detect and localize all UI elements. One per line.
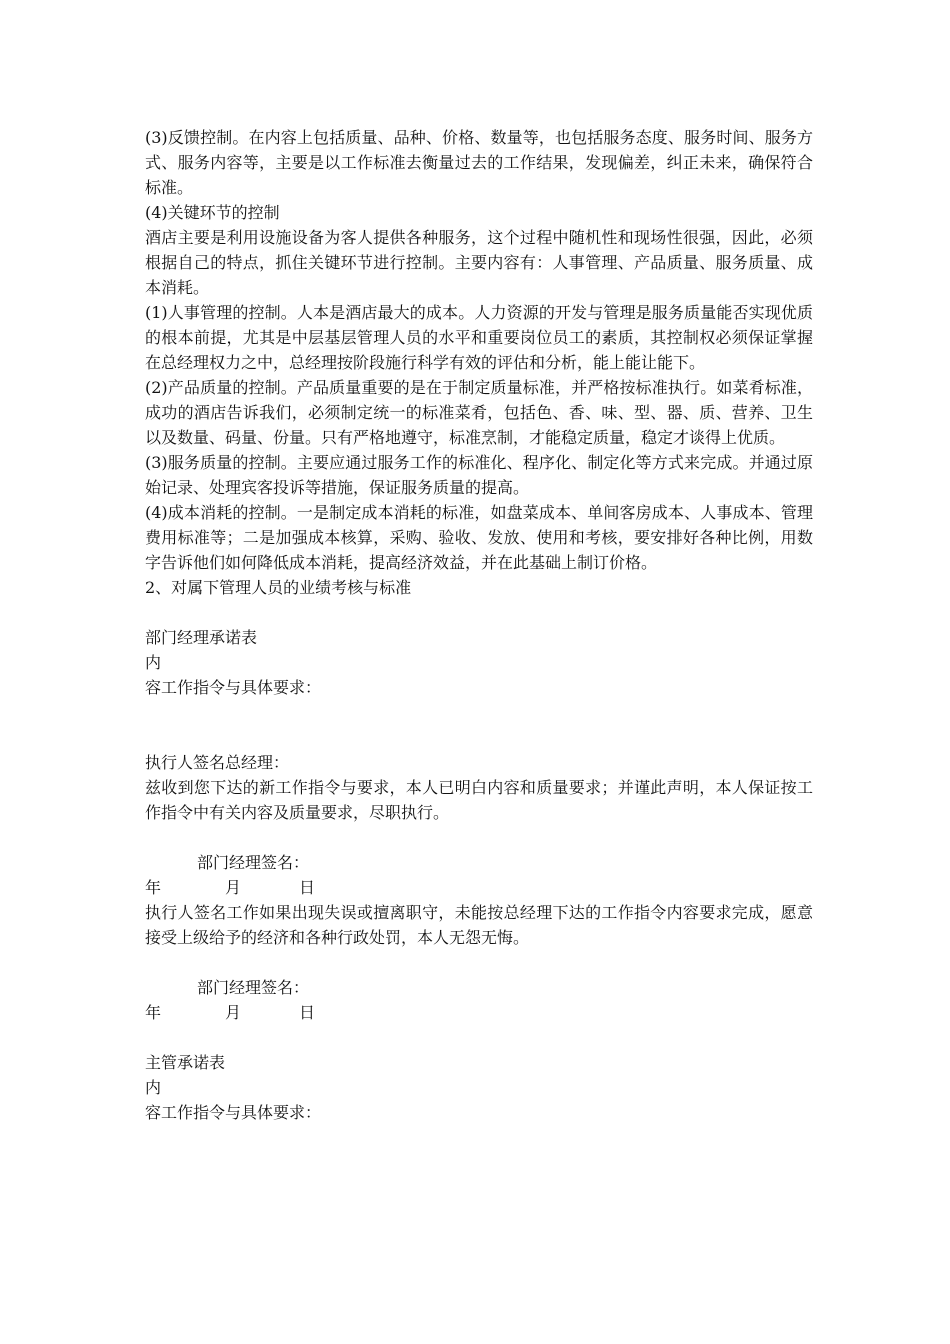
spacer (145, 600, 813, 625)
date-year: 年 (145, 878, 162, 897)
form1-content-label-1: 内 (145, 653, 162, 672)
date-day: 日 (299, 1003, 316, 1022)
form1-executor-line: 执行人签名总经理： (145, 753, 290, 772)
spacer (145, 1025, 813, 1050)
date-month: 月 (225, 878, 242, 897)
heading-performance-assessment: 2、对属下管理人员的业绩考核与标准 (145, 578, 412, 597)
form1-date-row-1 (145, 875, 813, 900)
form1-date-row-2 (145, 1000, 813, 1025)
spacer (145, 825, 813, 850)
spacer (145, 950, 813, 975)
paragraph-service-quality-control: (3)服务质量的控制。主要应通过服务工作的标准化、程序化、制定化等方式来完成。并通过原始记录、处理宾客投诉等措施，保证服务质量的提高。 (145, 453, 813, 497)
heading-key-links-control: (4)关键环节的控制 (145, 203, 280, 222)
paragraph-product-quality-control: (2)产品质量的控制。产品质量重要的是在于制定质量标准，并严格按标准执行。如菜肴标准，成功的酒店告诉我们，必须制定统一的标准菜肴，包括色、香、味、型、器、质、营养、卫生以及数量、码量、份量。只有严格地遵守，标准烹制，才能稳定质量，稳定才谈得上优质。 (145, 378, 813, 447)
document-page (145, 125, 813, 1125)
paragraph-feedback-control: (3)反馈控制。在内容上包括质量、品种、价格、数量等，也包括服务态度、服务时间、服务方式、服务内容等，主要是以工作标准去衡量过去的工作结果，发现偏差，纠正未来，确保符合标准。 (145, 128, 813, 197)
form1-signature-2: 部门经理签名： (197, 978, 310, 997)
date-month: 月 (225, 1003, 242, 1022)
form1-content-label-2: 容工作指令与具体要求： (145, 678, 322, 697)
date-day: 日 (299, 878, 316, 897)
form2-content-label-1: 内 (145, 1078, 162, 1097)
form1-signature-1: 部门经理签名： (197, 853, 310, 872)
form1-statement: 兹收到您下达的新工作指令与要求，本人已明白内容和质量要求；并谨此声明，本人保证按工作指令中有关内容及质量要求，尽职执行。 (145, 778, 813, 822)
spacer (145, 700, 813, 750)
form1-title: 部门经理承诺表 (145, 628, 258, 647)
date-year: 年 (145, 1003, 162, 1022)
form2-title: 主管承诺表 (145, 1053, 226, 1072)
paragraph-cost-control: (4)成本消耗的控制。一是制定成本消耗的标准，如盘菜成本、单间客房成本、人事成本、管理费用标准等；二是加强成本核算，采购、验收、发放、使用和考核，要安排好各种比例，用数字告诉他们如何降低成本消耗，提高经济效益，并在此基础上制订价格。 (145, 503, 813, 572)
form1-penalty: 执行人签名工作如果出现失误或擅离职守，未能按总经理下达的工作指令内容要求完成，愿意接受上级给予的经济和各种行政处罚，本人无怨无悔。 (145, 903, 813, 947)
paragraph-personnel-control: (1)人事管理的控制。人本是酒店最大的成本。人力资源的开发与管理是服务质量能否实现优质的根本前提，尤其是中层基层管理人员的水平和重要岗位员工的素质，其控制权必须保证掌握在总经理权力之中，总经理按阶段施行科学有效的评估和分析，能上能让能下。 (145, 303, 813, 372)
paragraph-hotel-key-links: 酒店主要是利用设施设备为客人提供各种服务，这个过程中随机性和现场性很强，因此，必须根据自己的特点，抓住关键环节进行控制。主要内容有：人事管理、产品质量、服务质量、成本消耗。 (145, 228, 813, 297)
form2-content-label-2: 容工作指令与具体要求： (145, 1103, 322, 1122)
